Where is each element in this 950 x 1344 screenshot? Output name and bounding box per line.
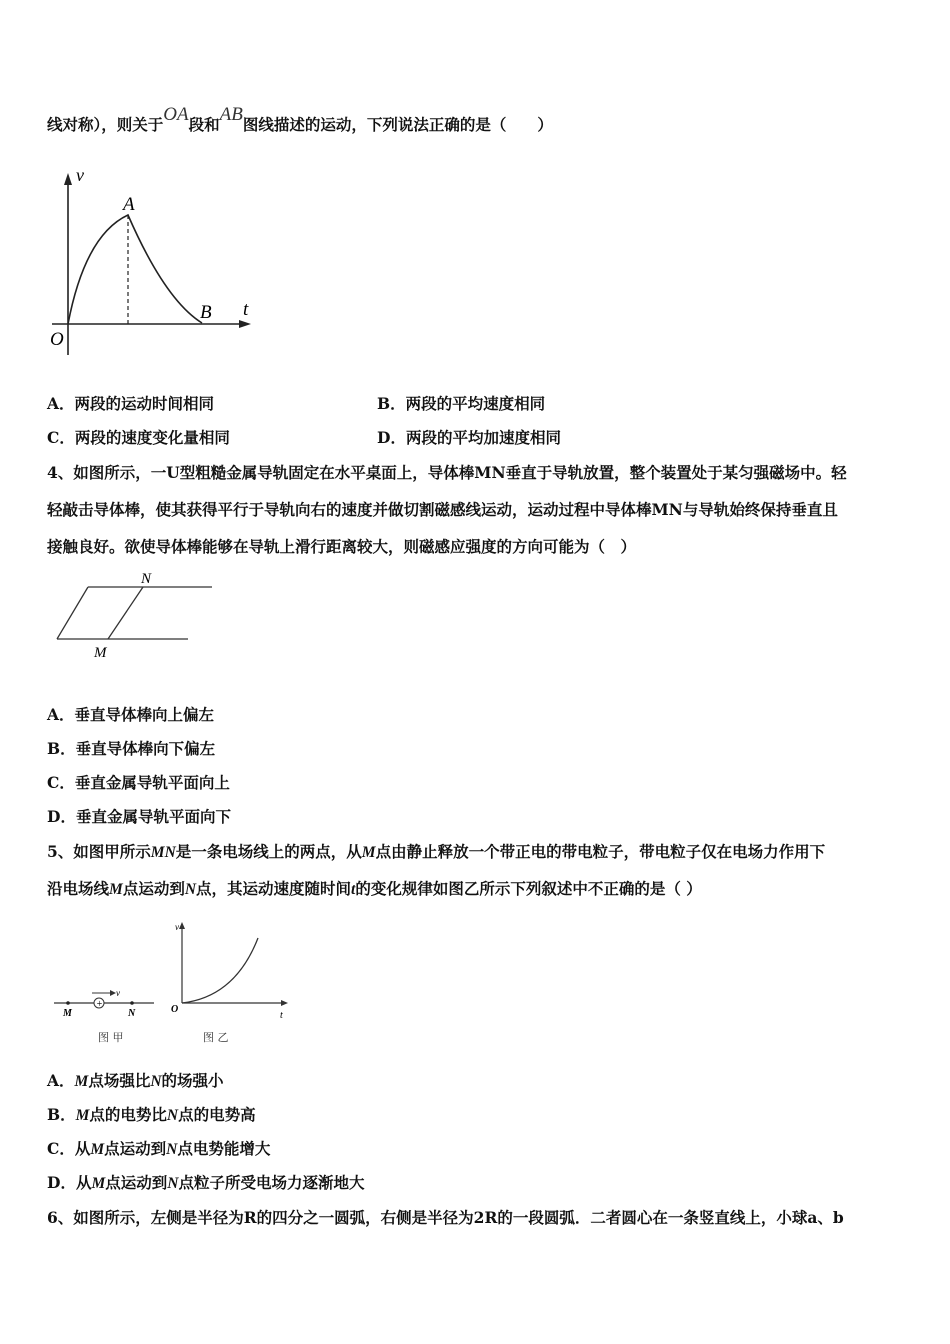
q5-b-s1: M: [75, 1107, 90, 1124]
q5-l2-text-d: 的变化规律如图乙所示下列叙述中不正确的是（ ）: [355, 879, 702, 898]
q4-option-a[interactable]: A．垂直导体棒向上偏左: [47, 705, 215, 724]
q3-stem-a: 线对称），则关于: [47, 115, 164, 134]
q5-origin-label: O: [171, 1004, 179, 1015]
q5-caption-yi: 图 乙: [203, 1031, 229, 1044]
q5-option-d[interactable]: [47, 1173, 364, 1194]
q5-c-prefix: C．从: [47, 1139, 91, 1158]
q3-option-a[interactable]: A．两段的运动时间相同: [47, 394, 215, 413]
q5-axis-t-label: t: [280, 1010, 283, 1021]
q5-d-end: 点粒子所受电场力逐渐地大: [178, 1173, 365, 1192]
q5-c-s2: N: [166, 1141, 178, 1158]
q3-option-d[interactable]: D．两段的平均加速度相同: [377, 428, 561, 447]
q5-l2-n: N: [184, 881, 197, 898]
q3-vt-graph: [40, 165, 270, 360]
q5-c-s1: M: [90, 1141, 105, 1158]
q5-l2-t: t: [351, 881, 356, 898]
q5-option-b[interactable]: [47, 1105, 256, 1126]
q5-l1-text-c: 点由静止释放一个带正电的带电粒子，带电粒子仅在电场力作用下: [375, 842, 826, 861]
q5-a-end: 的场强小: [161, 1071, 224, 1090]
q5-d-s2: N: [167, 1175, 179, 1192]
q5-a-s2: N: [150, 1073, 162, 1090]
q3-label-v: v: [76, 165, 84, 185]
q4-option-d[interactable]: D．垂直金属导轨平面向下: [47, 807, 231, 826]
q4-stem-line-3: 接触良好。欲使导体棒能够在导轨上滑行距离较大，则磁感应强度的方向可能为（ ）: [47, 537, 637, 556]
q3-stem-c: 图线描述的运动，下列说法正确的是（ ）: [242, 115, 553, 134]
q4-option-b[interactable]: B．垂直导体棒向下偏左: [47, 739, 216, 758]
q5-option-a[interactable]: [47, 1071, 224, 1092]
q4-rail-figure: [50, 570, 220, 665]
q3-option-c[interactable]: C．两段的速度变化量相同: [47, 428, 230, 447]
q5-d-s1: M: [91, 1175, 106, 1192]
q3-label-a: A: [123, 194, 135, 215]
q5-a-mid: 点场强比: [88, 1071, 151, 1090]
q3-label-t: t: [243, 299, 249, 320]
q5-a-s1: M: [74, 1073, 89, 1090]
q4-stem-line-2: 轻敲击导体棒，使其获得平行于导轨向右的速度并做切割磁感线运动，运动过程中导体棒MN与导轨始终保持垂直且: [47, 500, 838, 519]
q5-l1-text-a: 5、如图甲所示: [47, 842, 151, 861]
q5-fig-v-label: v: [116, 988, 120, 998]
q5-fig-n-label: N: [128, 1008, 136, 1019]
q3-seg-oa: OA: [163, 104, 189, 125]
q5-figure: [50, 912, 300, 1052]
q5-option-c[interactable]: [47, 1139, 270, 1160]
q5-charge-plus: +: [96, 999, 103, 1010]
q5-b-mid: 点的电势比: [89, 1105, 167, 1124]
q4-label-n: N: [141, 571, 152, 587]
q5-l2-text-a: 沿电场线: [47, 879, 110, 898]
q4-option-c[interactable]: C．垂直金属导轨平面向上: [47, 773, 230, 792]
q5-l1-mn: MN: [150, 844, 176, 861]
q5-c-end: 点电势能增大: [177, 1139, 271, 1158]
q3-seg-ab: AB: [219, 104, 243, 125]
q5-stem-line-2: [47, 879, 702, 900]
q5-l2-text-b: 点运动到: [122, 879, 185, 898]
q6-stem-line-1: 6、如图所示，左侧是半径为R的四分之一圆弧，右侧是半径为2R的一段圆弧．二者圆心在一条竖直线上，小球a、b: [47, 1208, 844, 1227]
q5-l2-m: M: [109, 881, 123, 898]
q3-label-o: O: [50, 329, 64, 350]
q5-d-mid: 点运动到: [105, 1173, 168, 1192]
q5-fig-m-label: M: [63, 1008, 72, 1019]
q5-l1-m: M: [361, 844, 376, 861]
q5-b-s2: N: [166, 1107, 179, 1124]
q5-l2-text-c: 点，其运动速度随时间: [196, 879, 352, 898]
q5-b-end: 点的电势高: [178, 1105, 256, 1124]
q3-stem-b: 段和: [188, 115, 220, 134]
q5-a-prefix: A．: [47, 1071, 75, 1090]
q5-c-mid: 点运动到: [104, 1139, 167, 1158]
q5-b-prefix: B．: [47, 1105, 76, 1124]
q5-stem-line-1: [47, 842, 825, 863]
q5-axis-v-label: v: [175, 922, 179, 932]
q3-label-b: B: [200, 302, 212, 323]
q3-stem-line: [47, 104, 553, 135]
q4-stem-line-1: 4、如图所示，一U型粗糙金属导轨固定在水平桌面上，导体棒MN垂直于导轨放置，整个装置处于某匀强磁场中。轻: [47, 463, 847, 482]
q5-caption-jia: 图 甲: [98, 1031, 124, 1044]
q5-d-prefix: D．从: [47, 1173, 92, 1192]
q4-label-m: M: [94, 645, 107, 661]
q5-l1-text-b: 是一条电场线上的两点，从: [175, 842, 362, 861]
q3-option-b[interactable]: B．两段的平均速度相同: [377, 394, 546, 413]
